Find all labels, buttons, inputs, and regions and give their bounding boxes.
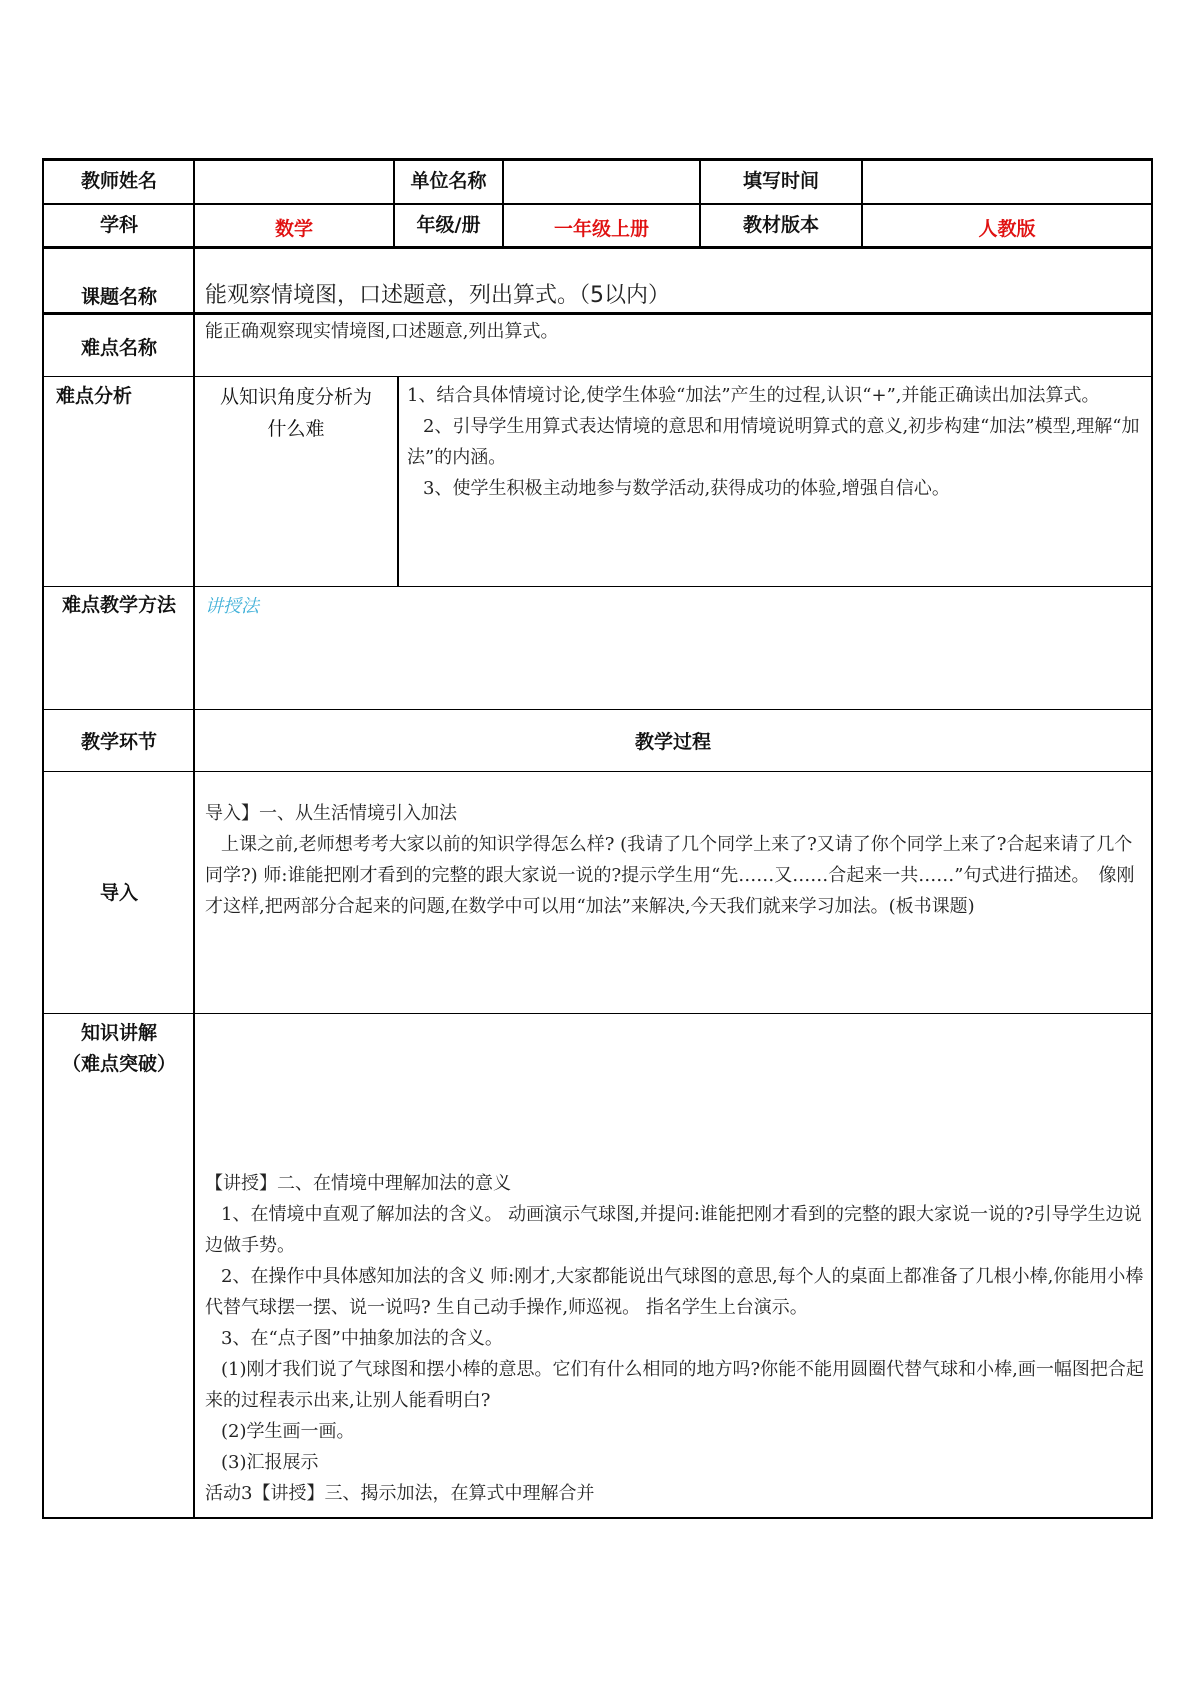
difficulty-value: 能正确观察现实情境图,口述题意,列出算式。 <box>205 321 559 342</box>
intro-heading: 导入】一、从生活情境引入加法 <box>205 803 457 824</box>
method-value: 讲授法 <box>205 596 259 617</box>
step-header-label: 教学环节 <box>80 731 157 753</box>
topic-label: 课题名称 <box>80 286 157 308</box>
edition-label: 教材版本 <box>742 214 819 236</box>
difficulty-label: 难点名称 <box>80 337 157 359</box>
knowledge-label-line1: 知识讲解 <box>80 1022 157 1044</box>
intro-content <box>205 798 1147 922</box>
fill-time-label: 填写时间 <box>742 170 819 192</box>
intro-label: 导入 <box>99 882 138 904</box>
analysis-item: 2、引导学生用算式表达情境的意思和用情境说明算式的意义,初步构建“加法”模型,理解“加法”的内涵。 <box>407 416 1140 468</box>
knowledge-activity: 活动3【讲授】三、揭示加法，在算式中理解合并 <box>205 1483 595 1504</box>
knowledge-paragraph: (1)刚才我们说了气球图和摆小棒的意思。它们有什么相同的地方吗?你能不能用圆圈代替气球和小棒,画一幅图把合起来的过程表示出来,让别人能看明白? <box>205 1359 1144 1411</box>
grade-label: 年级/册 <box>416 214 481 236</box>
analysis-sublabel <box>196 381 396 445</box>
knowledge-paragraph: 2、在操作中具体感知加法的含义 师:刚才,大家都能说出气球图的意思,每个人的桌面上都准备了几根小棒,你能用小棒代替气球摆一摆、说一说吗? 生自己动手操作,师巡视。 指名学生上台演示。 <box>205 1266 1144 1318</box>
analysis-item: 3、使学生积极主动地参与数学活动,获得成功的体验,增强自信心。 <box>423 478 950 499</box>
knowledge-content <box>205 1168 1147 1509</box>
teacher-name-label: 教师姓名 <box>80 170 157 192</box>
analysis-item: 1、结合具体情境讨论,使学生体验“加法”产生的过程,认识“+”,并能正确读出加法算式。 <box>407 385 1100 406</box>
knowledge-paragraph: 1、在情境中直观了解加法的含义。 动画演示气球图,并提问:谁能把刚才看到的完整的跟大家说一说的?引导学生边说边做手势。 <box>205 1204 1142 1256</box>
unit-name-label: 单位名称 <box>410 170 487 192</box>
intro-paragraph: 上课之前,老师想考考大家以前的知识学得怎么样? (我请了几个同学上来了?又请了你个同学上来了?合起来请了几个同学?) 师:谁能把刚才看到的完整的跟大家说一说的?提示学生用“先……又……合起来一共……”句式进行描述。 像刚才这样,把两部分合起来的问题,在数学中可以用“加法”来解决,今天我们就来学习加法。(板书课题) <box>205 834 1135 917</box>
knowledge-label <box>44 1018 194 1080</box>
analysis-items <box>407 380 1145 504</box>
knowledge-paragraph: 3、在“点子图”中抽象加法的含义。 <box>221 1328 503 1349</box>
teacher-name-field[interactable] <box>196 161 392 203</box>
knowledge-paragraph: (2)学生画一画。 <box>221 1421 355 1442</box>
unit-name-field[interactable] <box>504 161 698 203</box>
knowledge-label-line2: （难点突破） <box>61 1053 176 1075</box>
subject-value: 数学 <box>274 218 313 240</box>
analysis-sublabel-line2: 什么难 <box>267 418 325 440</box>
process-header-label: 教学过程 <box>634 731 711 753</box>
edition-value: 人教版 <box>978 218 1036 240</box>
analysis-sublabel-line1: 从知识角度分析为 <box>219 386 372 408</box>
knowledge-heading: 【讲授】二、在情境中理解加法的意义 <box>205 1173 511 1194</box>
fill-time-field[interactable] <box>863 161 1150 203</box>
subject-label: 学科 <box>99 214 138 236</box>
knowledge-paragraph: (3)汇报展示 <box>221 1452 319 1473</box>
topic-value: 能观察情境图，口述题意，列出算式。（5以内） <box>205 283 670 308</box>
analysis-label: 难点分析 <box>55 385 132 407</box>
method-label: 难点教学方法 <box>61 594 176 616</box>
grade-value: 一年级上册 <box>553 218 649 240</box>
